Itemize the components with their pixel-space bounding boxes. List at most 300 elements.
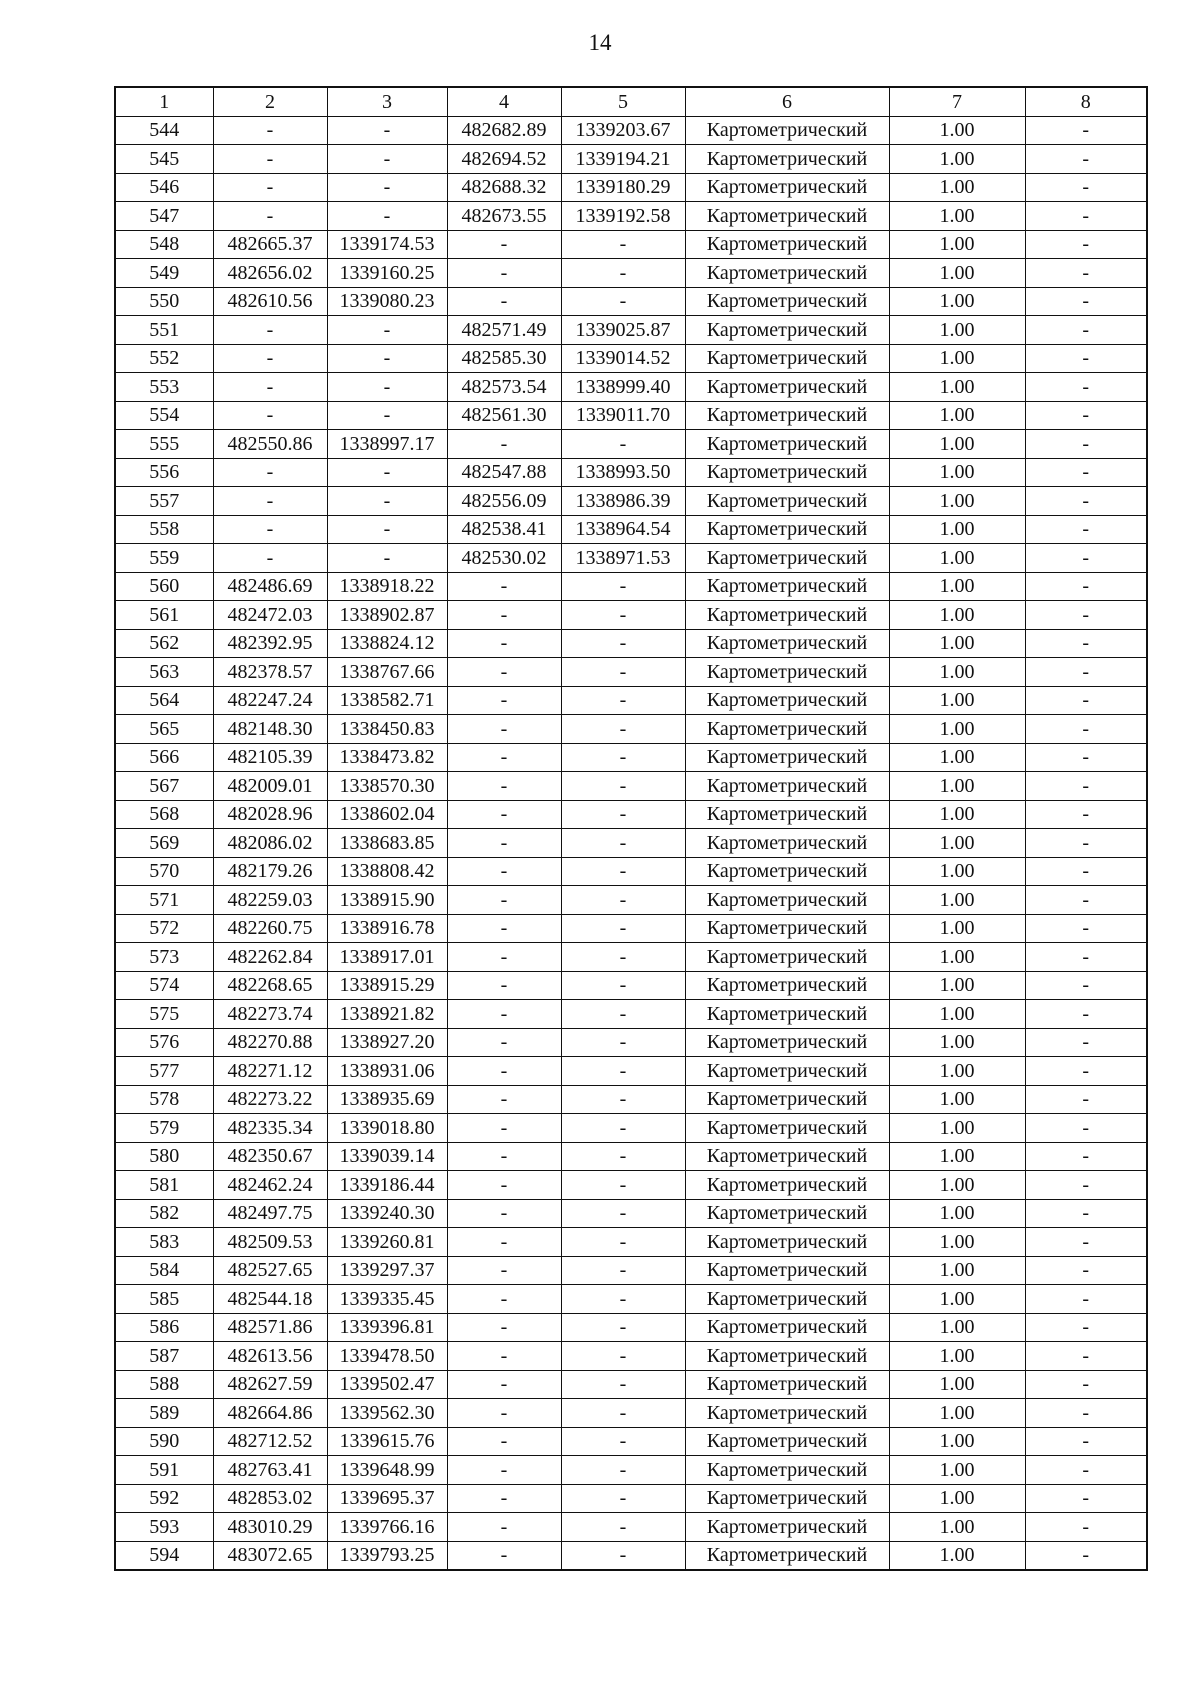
table-row	[115, 230, 1147, 259]
accuracy-cell: 1.00	[889, 1456, 1025, 1485]
column-header: 4	[447, 87, 561, 116]
method-cell: Картометрический	[685, 1285, 889, 1314]
new-coord-x-cell: 482673.55	[447, 202, 561, 231]
accuracy-cell: 1.00	[889, 116, 1025, 145]
coord-x-cell: -	[213, 316, 327, 345]
accuracy-cell: 1.00	[889, 458, 1025, 487]
coord-y-cell: -	[327, 373, 447, 402]
point-number-cell: 594	[115, 1541, 213, 1570]
point-number-cell: 572	[115, 914, 213, 943]
method-cell: Картометрический	[685, 1484, 889, 1513]
coord-y-cell: 1338916.78	[327, 914, 447, 943]
description-cell: -	[1025, 487, 1147, 516]
new-coord-y-cell: -	[561, 658, 685, 687]
point-number-cell: 570	[115, 857, 213, 886]
accuracy-cell: 1.00	[889, 943, 1025, 972]
table-row	[115, 971, 1147, 1000]
coord-y-cell: 1338767.66	[327, 658, 447, 687]
new-coord-y-cell: -	[561, 1399, 685, 1428]
description-cell: -	[1025, 316, 1147, 345]
description-cell: -	[1025, 572, 1147, 601]
new-coord-x-cell: -	[447, 287, 561, 316]
accuracy-cell: 1.00	[889, 1057, 1025, 1086]
method-cell: Картометрический	[685, 1171, 889, 1200]
table-row	[115, 1228, 1147, 1257]
method-cell: Картометрический	[685, 1256, 889, 1285]
table-row	[115, 173, 1147, 202]
table-row	[115, 829, 1147, 858]
accuracy-cell: 1.00	[889, 1484, 1025, 1513]
new-coord-x-cell: -	[447, 772, 561, 801]
coord-y-cell: 1338917.01	[327, 943, 447, 972]
accuracy-cell: 1.00	[889, 145, 1025, 174]
point-number-cell: 553	[115, 373, 213, 402]
new-coord-y-cell: -	[561, 743, 685, 772]
description-cell: -	[1025, 1484, 1147, 1513]
description-cell: -	[1025, 116, 1147, 145]
method-cell: Картометрический	[685, 1313, 889, 1342]
method-cell: Картометрический	[685, 202, 889, 231]
point-number-cell: 547	[115, 202, 213, 231]
point-number-cell: 573	[115, 943, 213, 972]
method-cell: Картометрический	[685, 658, 889, 687]
coord-y-cell: -	[327, 145, 447, 174]
description-cell: -	[1025, 1313, 1147, 1342]
table-row	[115, 686, 1147, 715]
method-cell: Картометрический	[685, 316, 889, 345]
description-cell: -	[1025, 1513, 1147, 1542]
description-cell: -	[1025, 971, 1147, 1000]
coord-x-cell: 482270.88	[213, 1028, 327, 1057]
coord-y-cell: 1339297.37	[327, 1256, 447, 1285]
new-coord-y-cell: -	[561, 800, 685, 829]
description-cell: -	[1025, 1541, 1147, 1570]
description-cell: -	[1025, 1000, 1147, 1029]
accuracy-cell: 1.00	[889, 1171, 1025, 1200]
new-coord-x-cell: -	[447, 715, 561, 744]
table-row	[115, 601, 1147, 630]
coord-y-cell: 1339396.81	[327, 1313, 447, 1342]
method-cell: Картометрический	[685, 601, 889, 630]
method-cell: Картометрический	[685, 971, 889, 1000]
coord-y-cell: 1339174.53	[327, 230, 447, 259]
point-number-cell: 567	[115, 772, 213, 801]
column-header: 7	[889, 87, 1025, 116]
accuracy-cell: 1.00	[889, 1114, 1025, 1143]
accuracy-cell: 1.00	[889, 715, 1025, 744]
accuracy-cell: 1.00	[889, 772, 1025, 801]
method-cell: Картометрический	[685, 544, 889, 573]
coord-x-cell: 482028.96	[213, 800, 327, 829]
coord-y-cell: 1339695.37	[327, 1484, 447, 1513]
description-cell: -	[1025, 1399, 1147, 1428]
coord-y-cell: 1339648.99	[327, 1456, 447, 1485]
description-cell: -	[1025, 1285, 1147, 1314]
accuracy-cell: 1.00	[889, 1427, 1025, 1456]
point-number-cell: 548	[115, 230, 213, 259]
new-coord-x-cell: 482530.02	[447, 544, 561, 573]
coord-x-cell: 482613.56	[213, 1342, 327, 1371]
table-row	[115, 1427, 1147, 1456]
coord-x-cell: -	[213, 344, 327, 373]
new-coord-x-cell: -	[447, 1000, 561, 1029]
description-cell: -	[1025, 230, 1147, 259]
new-coord-x-cell: -	[447, 1028, 561, 1057]
method-cell: Картометрический	[685, 1028, 889, 1057]
accuracy-cell: 1.00	[889, 287, 1025, 316]
coord-y-cell: 1338473.82	[327, 743, 447, 772]
table-row	[115, 658, 1147, 687]
new-coord-y-cell: 1339014.52	[561, 344, 685, 373]
new-coord-y-cell: -	[561, 1285, 685, 1314]
new-coord-x-cell: 482547.88	[447, 458, 561, 487]
coord-x-cell: 482544.18	[213, 1285, 327, 1314]
new-coord-x-cell: -	[447, 800, 561, 829]
new-coord-x-cell: 482561.30	[447, 401, 561, 430]
new-coord-x-cell: -	[447, 259, 561, 288]
accuracy-cell: 1.00	[889, 173, 1025, 202]
method-cell: Картометрический	[685, 230, 889, 259]
new-coord-x-cell: -	[447, 1541, 561, 1570]
method-cell: Картометрический	[685, 1199, 889, 1228]
column-header: 1	[115, 87, 213, 116]
accuracy-cell: 1.00	[889, 344, 1025, 373]
coord-x-cell: -	[213, 145, 327, 174]
new-coord-x-cell: -	[447, 1427, 561, 1456]
new-coord-y-cell: -	[561, 715, 685, 744]
method-cell: Картометрический	[685, 1000, 889, 1029]
new-coord-y-cell: 1339194.21	[561, 145, 685, 174]
coord-y-cell: -	[327, 316, 447, 345]
coord-x-cell: 482262.84	[213, 943, 327, 972]
coord-y-cell: 1339562.30	[327, 1399, 447, 1428]
coord-x-cell: 482260.75	[213, 914, 327, 943]
point-number-cell: 556	[115, 458, 213, 487]
method-cell: Картометрический	[685, 686, 889, 715]
description-cell: -	[1025, 173, 1147, 202]
point-number-cell: 578	[115, 1085, 213, 1114]
coord-x-cell: 482497.75	[213, 1199, 327, 1228]
accuracy-cell: 1.00	[889, 1313, 1025, 1342]
coord-y-cell: 1339240.30	[327, 1199, 447, 1228]
new-coord-y-cell: -	[561, 1256, 685, 1285]
coord-y-cell: 1338935.69	[327, 1085, 447, 1114]
new-coord-x-cell: -	[447, 1370, 561, 1399]
coord-x-cell: 482392.95	[213, 629, 327, 658]
new-coord-y-cell: -	[561, 1541, 685, 1570]
coord-y-cell: 1338915.90	[327, 886, 447, 915]
new-coord-x-cell: -	[447, 1313, 561, 1342]
description-cell: -	[1025, 145, 1147, 174]
point-number-cell: 574	[115, 971, 213, 1000]
accuracy-cell: 1.00	[889, 487, 1025, 516]
method-cell: Картометрический	[685, 1142, 889, 1171]
description-cell: -	[1025, 1228, 1147, 1257]
accuracy-cell: 1.00	[889, 572, 1025, 601]
new-coord-y-cell: 1338986.39	[561, 487, 685, 516]
table-row	[115, 772, 1147, 801]
point-number-cell: 587	[115, 1342, 213, 1371]
new-coord-y-cell: 1339203.67	[561, 116, 685, 145]
new-coord-x-cell: -	[447, 1456, 561, 1485]
table-row	[115, 1399, 1147, 1428]
coord-x-cell: 482571.86	[213, 1313, 327, 1342]
description-cell: -	[1025, 1142, 1147, 1171]
coord-x-cell: 482509.53	[213, 1228, 327, 1257]
new-coord-x-cell: -	[447, 1513, 561, 1542]
description-cell: -	[1025, 1171, 1147, 1200]
description-cell: -	[1025, 743, 1147, 772]
coord-y-cell: 1339186.44	[327, 1171, 447, 1200]
new-coord-y-cell: -	[561, 1427, 685, 1456]
coord-x-cell: 482472.03	[213, 601, 327, 630]
coord-x-cell: 482627.59	[213, 1370, 327, 1399]
new-coord-y-cell: -	[561, 1342, 685, 1371]
accuracy-cell: 1.00	[889, 1399, 1025, 1428]
point-number-cell: 589	[115, 1399, 213, 1428]
coord-x-cell: -	[213, 202, 327, 231]
new-coord-x-cell: 482585.30	[447, 344, 561, 373]
new-coord-y-cell: -	[561, 971, 685, 1000]
column-header: 8	[1025, 87, 1147, 116]
method-cell: Картометрический	[685, 857, 889, 886]
new-coord-x-cell: -	[447, 572, 561, 601]
point-number-cell: 565	[115, 715, 213, 744]
new-coord-x-cell: -	[447, 230, 561, 259]
method-cell: Картометрический	[685, 515, 889, 544]
point-number-cell: 557	[115, 487, 213, 516]
new-coord-y-cell: -	[561, 1370, 685, 1399]
coord-y-cell: 1339478.50	[327, 1342, 447, 1371]
coord-y-cell: -	[327, 202, 447, 231]
accuracy-cell: 1.00	[889, 629, 1025, 658]
point-number-cell: 583	[115, 1228, 213, 1257]
coord-y-cell: -	[327, 487, 447, 516]
description-cell: -	[1025, 800, 1147, 829]
coord-x-cell: 482656.02	[213, 259, 327, 288]
point-number-cell: 584	[115, 1256, 213, 1285]
method-cell: Картометрический	[685, 487, 889, 516]
point-number-cell: 581	[115, 1171, 213, 1200]
table-row	[115, 202, 1147, 231]
new-coord-x-cell: 482538.41	[447, 515, 561, 544]
description-cell: -	[1025, 430, 1147, 459]
new-coord-y-cell: -	[561, 1456, 685, 1485]
new-coord-y-cell: 1338964.54	[561, 515, 685, 544]
description-cell: -	[1025, 544, 1147, 573]
point-number-cell: 580	[115, 1142, 213, 1171]
table-header-row	[115, 87, 1147, 116]
new-coord-y-cell: -	[561, 230, 685, 259]
new-coord-y-cell: -	[561, 914, 685, 943]
new-coord-y-cell: -	[561, 1028, 685, 1057]
description-cell: -	[1025, 715, 1147, 744]
description-cell: -	[1025, 259, 1147, 288]
new-coord-x-cell: 482556.09	[447, 487, 561, 516]
table-row	[115, 544, 1147, 573]
coordinates-table	[114, 86, 1148, 1571]
new-coord-x-cell: -	[447, 430, 561, 459]
description-cell: -	[1025, 1085, 1147, 1114]
description-cell: -	[1025, 1370, 1147, 1399]
method-cell: Картометрический	[685, 401, 889, 430]
new-coord-y-cell: 1338999.40	[561, 373, 685, 402]
new-coord-y-cell: -	[561, 1057, 685, 1086]
coord-x-cell: 482268.65	[213, 971, 327, 1000]
table-row	[115, 1456, 1147, 1485]
table-body	[115, 116, 1147, 1570]
coord-x-cell: -	[213, 173, 327, 202]
coord-x-cell: 482486.69	[213, 572, 327, 601]
description-cell: -	[1025, 1028, 1147, 1057]
coord-y-cell: -	[327, 458, 447, 487]
accuracy-cell: 1.00	[889, 401, 1025, 430]
method-cell: Картометрический	[685, 914, 889, 943]
new-coord-x-cell: -	[447, 1484, 561, 1513]
table-row	[115, 1513, 1147, 1542]
coord-x-cell: -	[213, 487, 327, 516]
point-number-cell: 558	[115, 515, 213, 544]
description-cell: -	[1025, 829, 1147, 858]
table-row	[115, 287, 1147, 316]
coord-y-cell: -	[327, 116, 447, 145]
coord-x-cell: 482105.39	[213, 743, 327, 772]
coord-x-cell: 482247.24	[213, 686, 327, 715]
table-row	[115, 1313, 1147, 1342]
table-row	[115, 259, 1147, 288]
coord-y-cell: -	[327, 515, 447, 544]
accuracy-cell: 1.00	[889, 230, 1025, 259]
column-header: 6	[685, 87, 889, 116]
new-coord-x-cell: -	[447, 1142, 561, 1171]
coord-x-cell: -	[213, 401, 327, 430]
point-number-cell: 552	[115, 344, 213, 373]
coord-y-cell: -	[327, 173, 447, 202]
method-cell: Картометрический	[685, 287, 889, 316]
description-cell: -	[1025, 373, 1147, 402]
new-coord-x-cell: -	[447, 914, 561, 943]
table-row	[115, 1342, 1147, 1371]
accuracy-cell: 1.00	[889, 658, 1025, 687]
coord-x-cell: 482665.37	[213, 230, 327, 259]
coord-x-cell: 482527.65	[213, 1256, 327, 1285]
accuracy-cell: 1.00	[889, 886, 1025, 915]
coord-x-cell: 482664.86	[213, 1399, 327, 1428]
new-coord-x-cell: -	[447, 857, 561, 886]
point-number-cell: 582	[115, 1199, 213, 1228]
new-coord-y-cell: -	[561, 1114, 685, 1143]
coord-y-cell: 1338824.12	[327, 629, 447, 658]
new-coord-y-cell: -	[561, 829, 685, 858]
coord-x-cell: 482712.52	[213, 1427, 327, 1456]
table-row	[115, 430, 1147, 459]
point-number-cell: 576	[115, 1028, 213, 1057]
table-row	[115, 800, 1147, 829]
method-cell: Картометрический	[685, 800, 889, 829]
description-cell: -	[1025, 401, 1147, 430]
table-row	[115, 1256, 1147, 1285]
table-row	[115, 401, 1147, 430]
new-coord-y-cell: -	[561, 1228, 685, 1257]
accuracy-cell: 1.00	[889, 515, 1025, 544]
point-number-cell: 546	[115, 173, 213, 202]
accuracy-cell: 1.00	[889, 1142, 1025, 1171]
point-number-cell: 571	[115, 886, 213, 915]
method-cell: Картометрический	[685, 829, 889, 858]
coord-y-cell: 1339080.23	[327, 287, 447, 316]
new-coord-x-cell: 482694.52	[447, 145, 561, 174]
method-cell: Картометрический	[685, 1085, 889, 1114]
coord-y-cell: 1338921.82	[327, 1000, 447, 1029]
description-cell: -	[1025, 1342, 1147, 1371]
table-row	[115, 1171, 1147, 1200]
table-row	[115, 1057, 1147, 1086]
method-cell: Картометрический	[685, 1541, 889, 1570]
point-number-cell: 590	[115, 1427, 213, 1456]
point-number-cell: 564	[115, 686, 213, 715]
description-cell: -	[1025, 1114, 1147, 1143]
point-number-cell: 588	[115, 1370, 213, 1399]
accuracy-cell: 1.00	[889, 829, 1025, 858]
point-number-cell: 555	[115, 430, 213, 459]
table-row	[115, 1114, 1147, 1143]
accuracy-cell: 1.00	[889, 202, 1025, 231]
accuracy-cell: 1.00	[889, 373, 1025, 402]
table-row	[115, 1085, 1147, 1114]
new-coord-y-cell: 1339180.29	[561, 173, 685, 202]
column-header: 3	[327, 87, 447, 116]
description-cell: -	[1025, 1456, 1147, 1485]
point-number-cell: 568	[115, 800, 213, 829]
table-row	[115, 1142, 1147, 1171]
coord-y-cell: 1338927.20	[327, 1028, 447, 1057]
coord-y-cell: 1338808.42	[327, 857, 447, 886]
coord-y-cell: 1338450.83	[327, 715, 447, 744]
point-number-cell: 562	[115, 629, 213, 658]
accuracy-cell: 1.00	[889, 601, 1025, 630]
coord-x-cell: 482009.01	[213, 772, 327, 801]
coord-y-cell: -	[327, 344, 447, 373]
method-cell: Картометрический	[685, 1456, 889, 1485]
new-coord-y-cell: -	[561, 1199, 685, 1228]
new-coord-y-cell: -	[561, 1000, 685, 1029]
coord-x-cell: -	[213, 458, 327, 487]
new-coord-y-cell: -	[561, 1085, 685, 1114]
coord-y-cell: 1339766.16	[327, 1513, 447, 1542]
table-row	[115, 715, 1147, 744]
description-cell: -	[1025, 601, 1147, 630]
accuracy-cell: 1.00	[889, 1256, 1025, 1285]
coord-x-cell: 482086.02	[213, 829, 327, 858]
new-coord-x-cell: -	[447, 1057, 561, 1086]
new-coord-y-cell: 1339192.58	[561, 202, 685, 231]
coord-x-cell: 482148.30	[213, 715, 327, 744]
new-coord-x-cell: -	[447, 601, 561, 630]
coord-x-cell: 482763.41	[213, 1456, 327, 1485]
method-cell: Картометрический	[685, 629, 889, 658]
description-cell: -	[1025, 1199, 1147, 1228]
coord-x-cell: 482335.34	[213, 1114, 327, 1143]
point-number-cell: 592	[115, 1484, 213, 1513]
coord-x-cell: 482550.86	[213, 430, 327, 459]
coord-y-cell: 1339160.25	[327, 259, 447, 288]
coord-x-cell: 482462.24	[213, 1171, 327, 1200]
table-row	[115, 145, 1147, 174]
new-coord-x-cell: -	[447, 743, 561, 772]
table-row	[115, 1000, 1147, 1029]
coord-y-cell: 1338997.17	[327, 430, 447, 459]
point-number-cell: 585	[115, 1285, 213, 1314]
